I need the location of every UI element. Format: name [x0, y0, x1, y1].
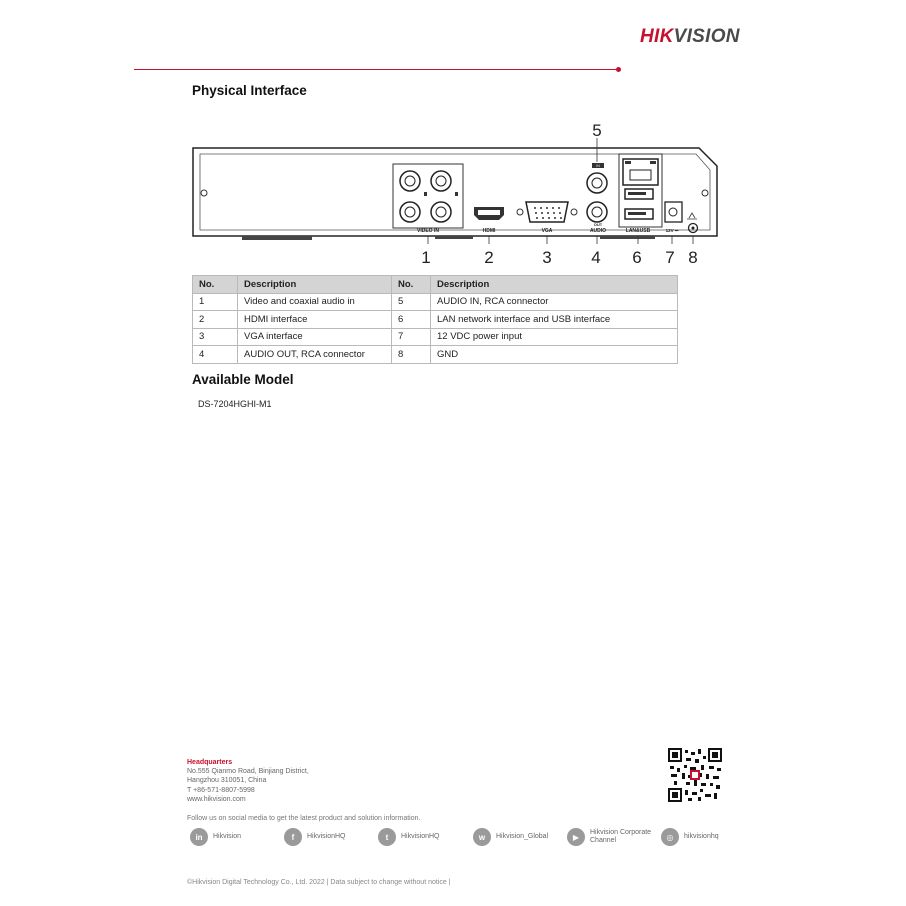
table-cell: 6 — [392, 311, 431, 329]
follow-us-text: Follow us on social media to get the latest product and solution information. — [187, 815, 421, 822]
social-label: HikvisionHQ — [307, 833, 346, 840]
table-cell: 1 — [193, 293, 238, 311]
social-twitter[interactable] — [378, 828, 440, 846]
table-cell: VGA interface — [238, 328, 392, 346]
social-label: Hikvision — [213, 833, 242, 840]
callout-3: 3 — [542, 248, 552, 267]
hq-title: Headquarters — [187, 759, 233, 766]
lan-usb-label: LAN&USB — [625, 228, 651, 234]
instagram-icon: ◎ — [661, 828, 679, 846]
table-cell: AUDIO IN, RCA connector — [431, 293, 678, 311]
hdmi-label: HDMI — [482, 228, 496, 234]
hq-address-line: Hangzhou 310051, China — [187, 777, 267, 785]
table-cell: 3 — [193, 328, 238, 346]
callout-1: 1 — [421, 248, 431, 267]
callout-8: 8 — [688, 248, 698, 267]
hq-website-link[interactable]: www.hikvision.com — [187, 795, 246, 803]
header-no: No. — [193, 276, 238, 294]
social-label: HikvisionHQ — [401, 833, 440, 840]
facebook-icon: f — [284, 828, 302, 846]
table-row — [193, 346, 678, 364]
table-cell: 4 — [193, 346, 238, 364]
table-cell: 12 VDC power input — [431, 328, 678, 346]
wechat-icon: w — [473, 828, 491, 846]
qr-code — [668, 748, 722, 807]
available-model-title: Available Model — [192, 372, 294, 387]
table-cell: 8 — [392, 346, 431, 364]
table-row — [193, 328, 678, 346]
audio-label: AUDIO — [589, 228, 607, 234]
brand-logo — [640, 26, 740, 48]
table-row — [193, 311, 678, 329]
table-header-row — [193, 276, 678, 294]
table-cell: Video and coaxial audio in — [238, 293, 392, 311]
audio-in-tag: IN — [596, 164, 600, 168]
callout-4: 4 — [591, 248, 601, 267]
brand-logo-hik: HIK — [640, 26, 674, 47]
social-facebook[interactable] — [284, 828, 346, 846]
youtube-icon: ▶ — [567, 828, 585, 846]
interface-table — [192, 275, 678, 364]
social-label: hikvisionhq — [684, 833, 719, 840]
video-in-label: VIDEO IN — [417, 228, 439, 234]
hq-address-line: No.555 Qianmo Road, Binjiang District, — [187, 768, 309, 776]
vga-label: VGA — [541, 228, 553, 234]
model-name: DS-7204HGHI-M1 — [198, 399, 272, 409]
table-row — [193, 293, 678, 311]
brand-logo-vision: VISION — [673, 26, 740, 47]
header-no-2: No. — [392, 276, 431, 294]
social-youtube[interactable] — [567, 828, 652, 846]
audio-out-tag: OUT — [593, 222, 603, 227]
linkedin-icon: in — [190, 828, 208, 846]
header-description-2: Description — [431, 276, 678, 294]
headquarters-block — [187, 758, 309, 804]
table-cell: GND — [431, 346, 678, 364]
table-cell: HDMI interface — [238, 311, 392, 329]
table-cell: 7 — [392, 328, 431, 346]
physical-interface-title: Physical Interface — [192, 83, 307, 98]
table-cell: 5 — [392, 293, 431, 311]
device-rear-panel — [190, 118, 720, 273]
social-label: Hikvision_Global — [496, 833, 549, 840]
table-cell: LAN network interface and USB interface — [431, 311, 678, 329]
copyright-text: ©Hikvision Digital Technology Co., Ltd. 2022 | Data subject to change without notice | — [187, 879, 451, 886]
hq-phone: T +86-571-8807-5998 — [187, 786, 255, 794]
social-label: Hikvision Corporate Channel — [590, 829, 652, 844]
social-linkedin[interactable] — [190, 828, 241, 846]
power-label: 12V ⎓ — [665, 228, 679, 233]
social-wechat[interactable] — [473, 828, 548, 846]
table-cell: 2 — [193, 311, 238, 329]
callout-6: 6 — [632, 248, 642, 267]
table-cell: AUDIO OUT, RCA connector — [238, 346, 392, 364]
twitter-icon: t — [378, 828, 396, 846]
callout-5: 5 — [592, 121, 602, 140]
header-description: Description — [238, 276, 392, 294]
header-divider — [134, 69, 618, 70]
header-divider-dot — [616, 67, 621, 72]
callout-7: 7 — [665, 248, 675, 267]
social-instagram[interactable] — [661, 828, 719, 846]
callout-2: 2 — [484, 248, 494, 267]
